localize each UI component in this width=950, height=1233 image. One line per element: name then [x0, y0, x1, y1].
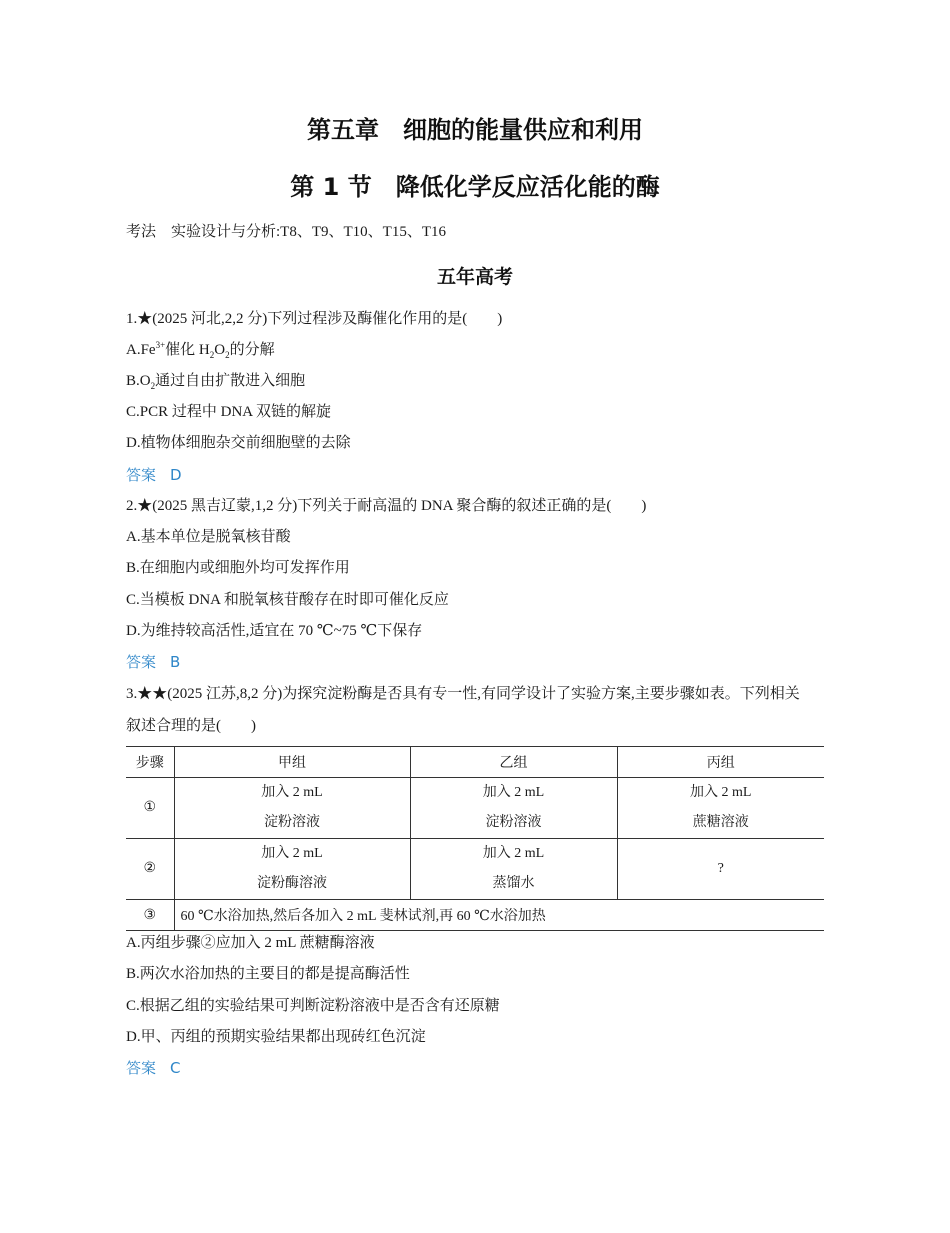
- cell-line: 淀粉溶液: [264, 815, 320, 830]
- cell-line: 淀粉酶溶液: [257, 876, 327, 891]
- experiment-steps-table: [126, 746, 824, 931]
- table-cell: [410, 839, 617, 900]
- cell-line: 淀粉溶液: [485, 815, 542, 830]
- q3-stem-line1: 3.★★(2025 江苏,8,2 分)为探究淀粉酶是否具有专一性,有同学设计了实验方案,主要步骤如表。下列相关: [126, 686, 800, 702]
- q1-option-d: D.植物体细胞杂交前细胞壁的去除: [126, 435, 351, 451]
- q1-option-b-suffix: 通过自由扩散进入细胞: [155, 373, 306, 389]
- q3-option-b: B.两次水浴加热的主要目的都是提高酶活性: [126, 966, 410, 982]
- q2-answer-label: 答案: [126, 653, 157, 671]
- table-cell: [410, 778, 617, 839]
- table-header-row: [126, 747, 824, 778]
- table-row: [126, 778, 824, 839]
- q3-answer-label: 答案: [126, 1059, 157, 1077]
- cell-line: 蒸馏水: [492, 876, 535, 891]
- q1-option-b-prefix: B.O: [126, 373, 151, 389]
- cell-line: 加入 2 mL: [690, 785, 752, 800]
- q1-option-b: [126, 371, 305, 391]
- q1-answer-label: 答案: [126, 466, 157, 484]
- cell-line: 加入 2 mL: [261, 785, 323, 800]
- cell-line: 加入 2 mL: [261, 846, 323, 861]
- q1-stem: 1.★(2025 河北,2,2 分)下列过程涉及酶催化作用的是( ): [126, 311, 503, 327]
- q2-option-a: A.基本单位是脱氧核苷酸: [126, 529, 291, 545]
- q2-answer: [126, 652, 180, 672]
- q3-option-d: D.甲、丙组的预期实验结果都出现砖红色沉淀: [126, 1029, 426, 1045]
- table-row: [126, 900, 824, 931]
- q1-option-a-sup: 3+: [155, 340, 166, 350]
- q1-option-a-mid2: O: [214, 342, 226, 358]
- header-group-jia: 甲组: [174, 747, 410, 778]
- q3-option-a: A.丙组步骤②应加入 2 mL 蔗糖酶溶液: [126, 935, 375, 951]
- q3-answer-value: C: [170, 1059, 181, 1077]
- method-line: 考法 实验设计与分析:T8、T9、T10、T15、T16: [126, 224, 446, 240]
- table-cell: [174, 778, 410, 839]
- q1-option-a-sub2: 2: [225, 350, 230, 360]
- header-group-yi: 乙组: [410, 747, 617, 778]
- table-cell: 60 ℃水浴加热,然后各加入 2 mL 斐林试剂,再 60 ℃水浴加热: [174, 900, 824, 931]
- q1-option-b-sub: 2: [150, 381, 156, 391]
- cell-line: 蔗糖溶液: [692, 815, 749, 830]
- part-heading: 五年高考: [436, 266, 513, 288]
- q3-stem-line2: 叙述合理的是( ): [126, 718, 256, 734]
- table-row: [126, 839, 824, 900]
- step-cell: ②: [126, 839, 174, 900]
- step-cell: ③: [126, 900, 174, 931]
- q1-option-a-sub1: 2: [209, 350, 215, 360]
- q1-option-a-mid: 催化 H: [165, 342, 210, 358]
- q1-option-a: [126, 340, 275, 360]
- header-group-bing: 丙组: [617, 747, 824, 778]
- cell-line: 加入 2 mL: [482, 785, 545, 800]
- cell-line: 加入 2 mL: [482, 846, 545, 861]
- section-title: 第 1 节 降低化学反应活化能的酶: [290, 173, 660, 201]
- chapter-title: 第五章 细胞的能量供应和利用: [307, 116, 643, 144]
- q2-option-b: B.在细胞内或细胞外均可发挥作用: [126, 560, 350, 576]
- table-cell: [174, 839, 410, 900]
- q1-option-a-suffix: 的分解: [229, 342, 275, 358]
- q1-option-a-prefix: A.Fe: [126, 342, 156, 358]
- q1-option-c: C.PCR 过程中 DNA 双链的解旋: [126, 404, 332, 420]
- q1-answer: [126, 465, 182, 485]
- q2-option-d: D.为维持较高活性,适宜在 70 ℃~75 ℃下保存: [126, 623, 423, 639]
- q1-answer-value: D: [170, 466, 182, 484]
- q3-answer: [126, 1058, 181, 1078]
- q3-option-c: C.根据乙组的实验结果可判断淀粉溶液中是否含有还原糖: [126, 998, 500, 1014]
- table-cell: [617, 778, 824, 839]
- table-cell: ?: [617, 839, 824, 900]
- step-cell: ①: [126, 778, 174, 839]
- q2-answer-value: B: [170, 653, 181, 671]
- q2-stem: 2.★(2025 黑吉辽蒙,1,2 分)下列关于耐高温的 DNA 聚合酶的叙述正确的是( ): [126, 498, 647, 514]
- q2-option-c: C.当模板 DNA 和脱氧核苷酸存在时即可催化反应: [126, 592, 449, 608]
- header-step: 步骤: [126, 747, 174, 778]
